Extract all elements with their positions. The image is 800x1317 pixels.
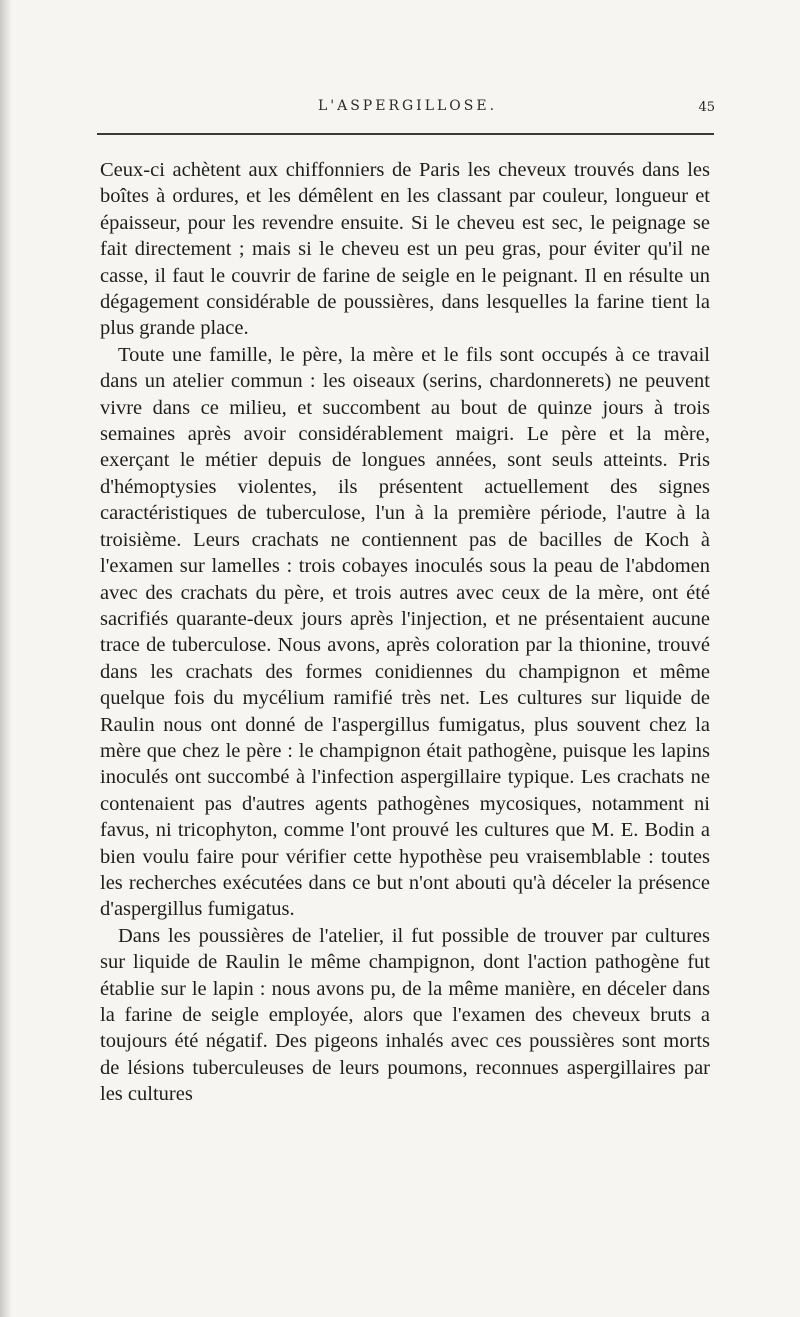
page-edge-shadow xyxy=(0,0,12,1317)
paragraph-3: Dans les poussières de l'atelier, il fut possible de trouver par cultures sur liquide de Raulin le même champignon, dont l'action pathogène fut établie sur le lapin : nous avons pu, de la même manière, en déceler dans la farine de seigle employée, alors que l'examen des cheveux bruts a toujours été négatif. Des pigeons inhalés avec ces poussières sont morts de lésions tuberculeuses de leurs poumons, reconnues aspergillaires par les cultures xyxy=(100,924,710,1106)
paragraph-2: Toute une famille, le père, la mère et le fils sont occupés à ce travail dans un atelier commun : les oiseaux (serins, chardonnerets) ne peuvent vivre dans ce milieu, et succombent au bout de quinze jours à trois semaines après avoir considérablement maigri. Le père et la mère, exerçant le métier depuis de longues années, sont seuls atteints. Pris d'hémoptysies violentes, ils présentent actuellement des signes caractéristiques de tuberculose, l'un à la première période, l'autre à la troisième. Leurs crachats ne contiennent pas de bacilles de Koch à l'examen sur lamelles : trois cobayes inoculés sous la peau de l'abdomen avec des crachats du père, et trois autres avec ceux de la mère, ont été sacrifiés quarante-deux jours après l'injection, et ne présentaient aucune trace de tuberculose. Nous avons, après coloration par la thionine, trouvé dans les crachats des formes conidiennes du champignon et même quelque fois du mycélium ramifié très net. Les cultures sur liquide de Raulin nous ont donné de l'aspergillus fumigatus, plus souvent chez la mère que chez le père : le champignon était pathogène, puisque les lapins inoculés ont succombé à l'infection aspergillaire typique. Les crachats ne contenaient pas d'autres agents pathogènes mycosiques, notamment ni favus, ni tricophyton, comme l'ont prouvé les cultures que M. E. Bodin a bien voulu faire pour vérifier cette hypothèse peu vraisemblable : toutes les recherches exécutées dans ce but n'ont abouti qu'à déceler la présence d'aspergillus fumigatus. xyxy=(100,343,710,921)
header-rule xyxy=(97,133,714,135)
running-head xyxy=(100,98,715,122)
page-number: 45 xyxy=(698,100,715,115)
running-head-title: L'ASPERGILLOSE. xyxy=(317,98,498,114)
paragraph-1: Ceux-ci achètent aux chiffonniers de Paris les cheveux trouvés dans les boîtes à ordures, et les démêlent en les classant par couleur, longueur et épaisseur, pour les revendre ensuite. Si le cheveu est sec, le peignage se fait directement ; mais si le cheveu est un peu gras, pour éviter qu'il ne casse, il faut le couvrir de farine de seigle en le peignant. Il en résulte un dégagement considérable de poussières, dans lesquelles la farine tient la plus grande place. xyxy=(100,159,710,340)
body-text xyxy=(100,157,710,1108)
